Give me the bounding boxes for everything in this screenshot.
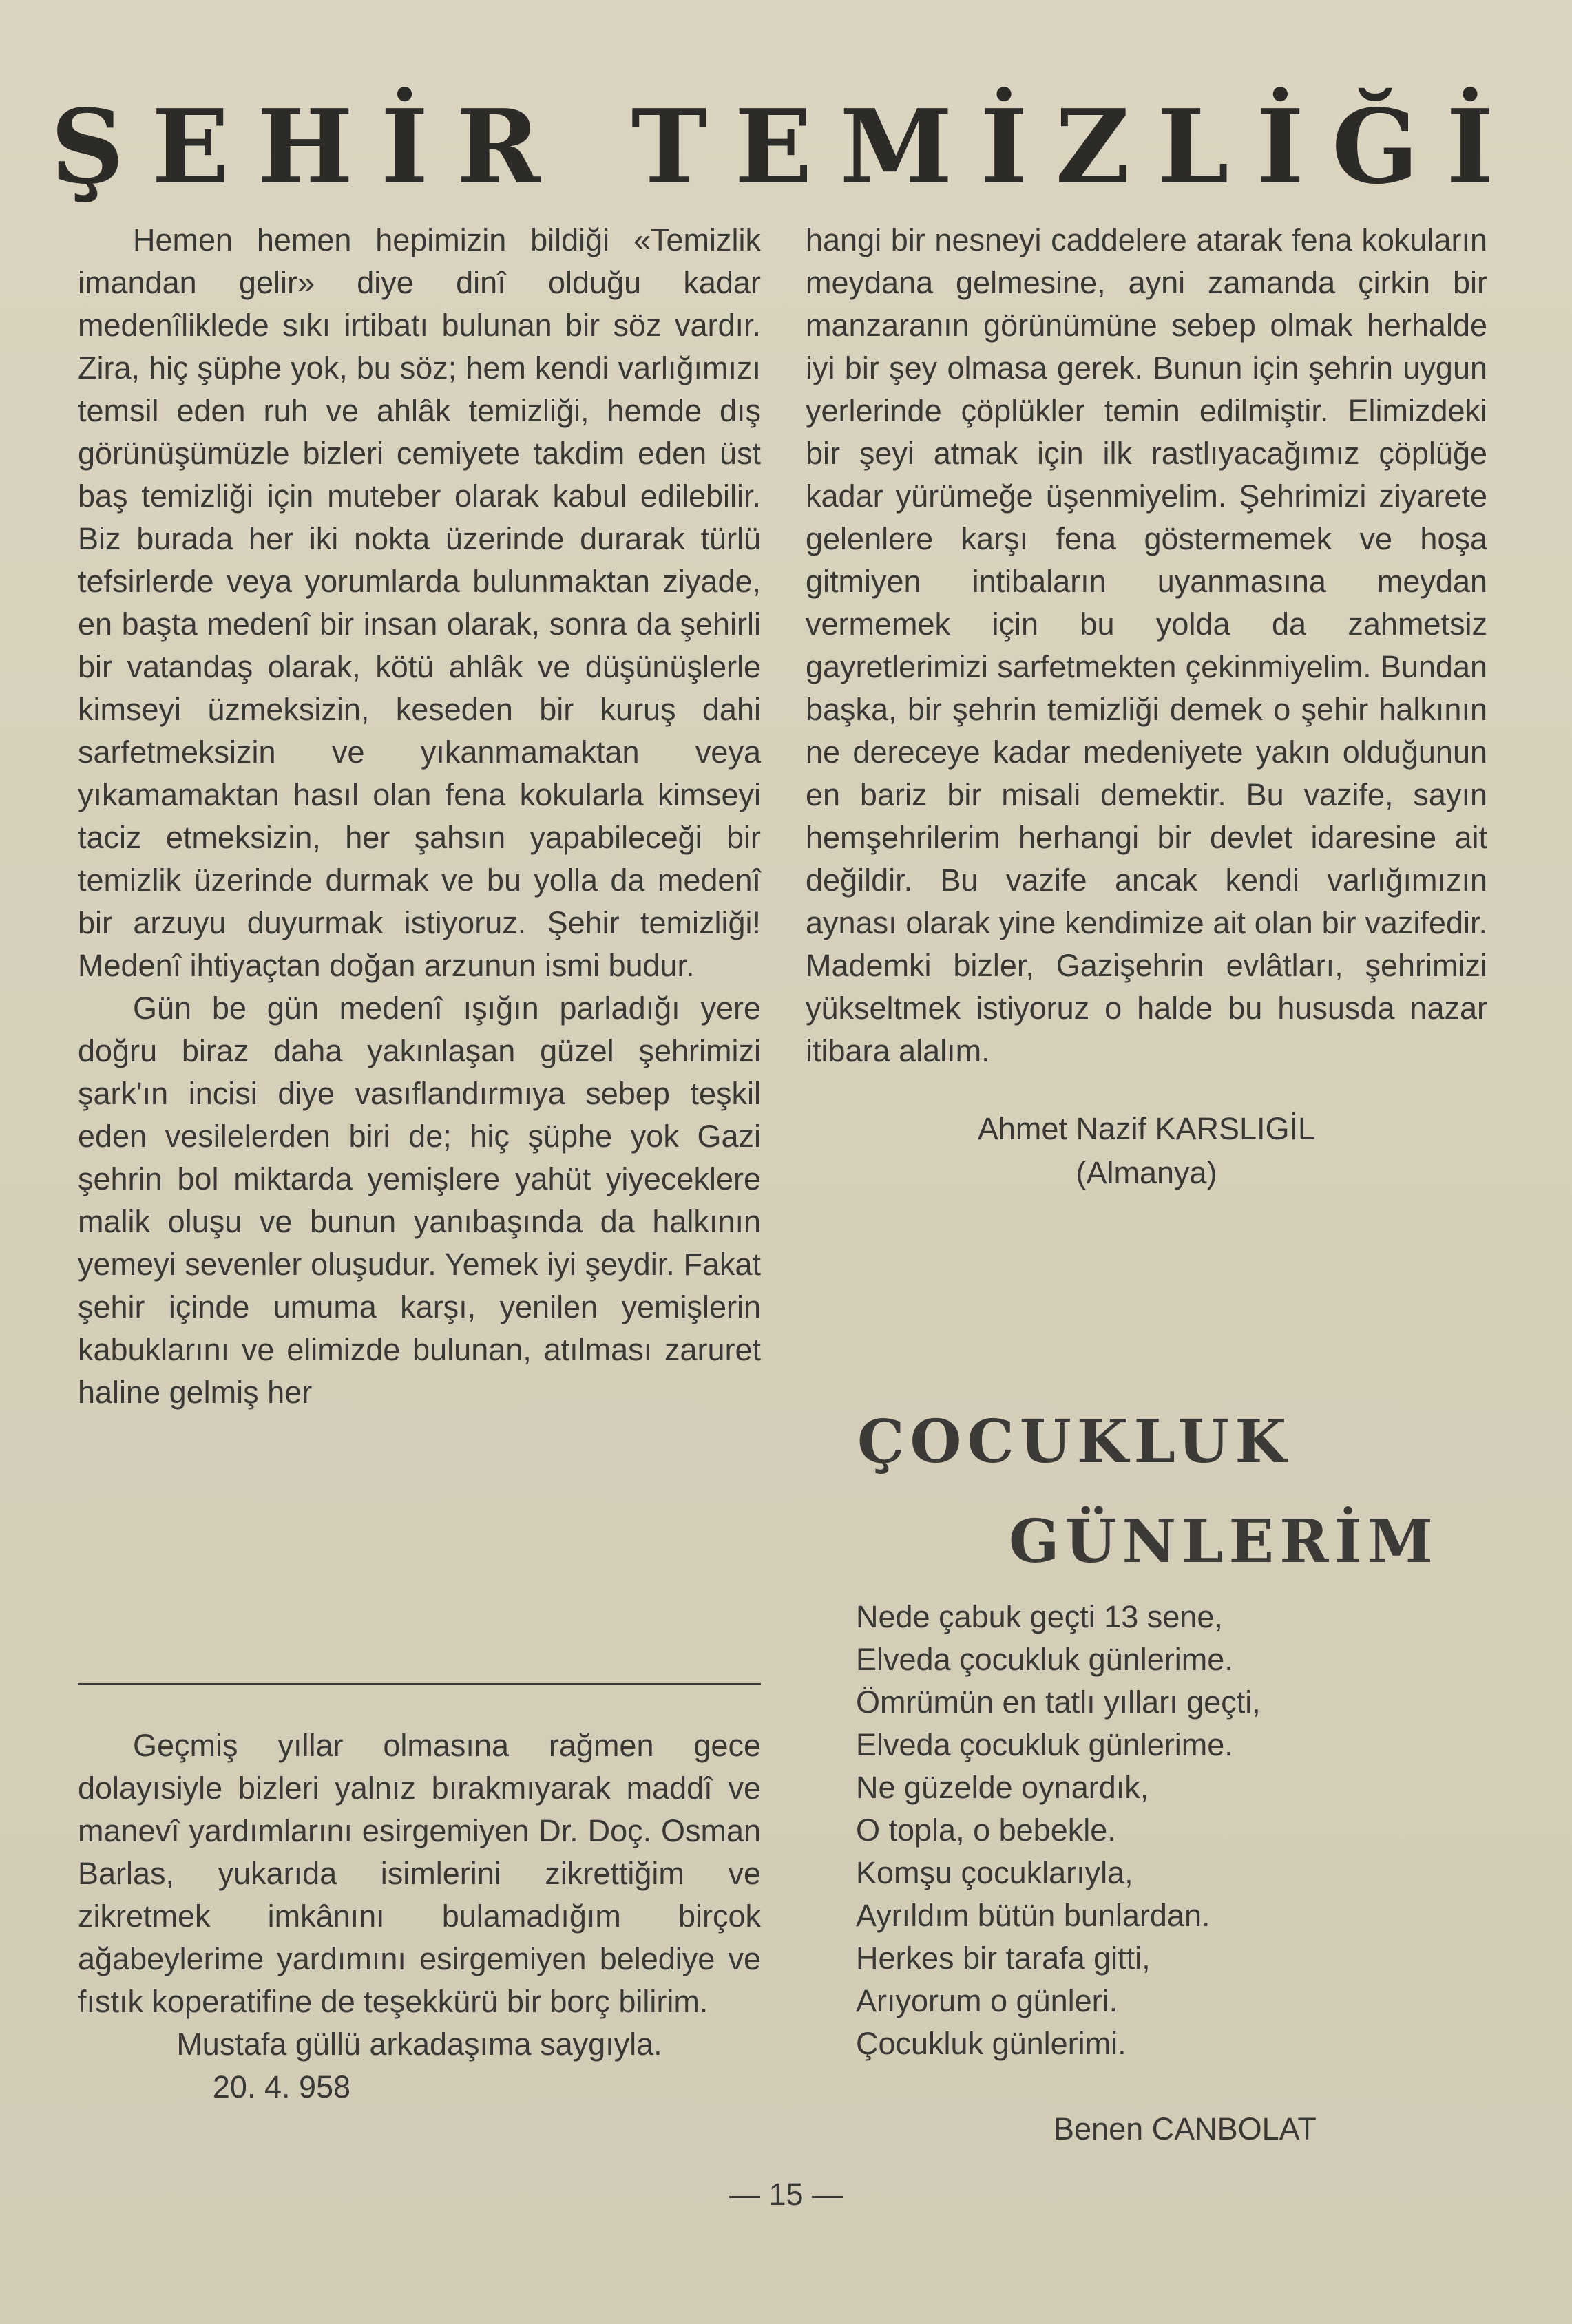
thanks-date: 20. 4. 958: [212, 2069, 351, 2104]
article-signature: [806, 1107, 1487, 1195]
poem-line: Çocukluk günlerimi.: [856, 2026, 1126, 2061]
poem-line: Komşu çocuklarıyla,: [856, 1855, 1133, 1890]
article-paragraph-1: Hemen hemen hepimizin bildiği «Temizlik imandan gelir» diye dinî olduğu kadar medenîliklede sıkı irtibatı bulunan bir söz vardır. Zira, hiç şüphe yok, bu söz; hem kendi varlığımızı temsil eden ruh ve ahlâk temizliği, hemde dış görünüşümüzle bizleri cemiyete takdim eden üst baş temizliği için muteber olarak kabul edilebilir. Biz burada her iki nokta üzerinde durarak türlü tefsirlerde veya yorumlarda bulunmaktan ziyade, en başta medenî bir insan olarak, sonra da şehirli bir vatandaş olarak, kötü ahlâk ve düşünüşlerle kimseyi üzmeksizin, keseden bir kuruş dahi sarfetmeksizin ve yıkanmamaktan veya yıkamamaktan hasıl olan fena kokularla kimseyi taciz etmeksizin, her şahsın yapabileceği bir temizlik üzerinde durmak ve bu yolla da medenî bir arzuyu duyurmak istiyoruz. Şehir temizliği! Medenî ihtiyaçtan doğan arzunun ismi budur.: [78, 222, 761, 983]
poem-title-line-1: ÇOCUKLUK: [857, 1407, 1292, 1477]
article-left-column: [78, 219, 761, 1414]
article-paragraph-3: hangi bir nesneyi caddelere atarak fena kokuların meydana gelmesine, ayni zamanda çirkin bir manzaranın görünümüne sebep olmak herhalde iyi bir şey olmasa gerek. Bunun için şehrin uygun yerlerinde çöplükler temin edilmiştir. Elimizdeki bir şeyi atmak için ilk rastlıyacağımız çöplüğe kadar yürümeğe üşenmiyelim. Şehrimizi ziyarete gelenlere karşı fena göstermemek ve hoşa gitmiyen intibaların uyanmasına meydan vermemek için bu yolda da zahmetsiz gayretlerimizi sarfetmekten çekinmiyelim. Bundan başka, bir şehrin temizliği demek o şehir halkının ne dereceye kadar medeniyete yakın olduğunun en bariz bir misali demektir. Bu vazife, sayın hemşehrilerim herhangi bir devlet idaresine ait değildir. Bu vazife ancak kendi varlığımızın aynası olarak yine kendimize ait olan bir vazifedir. Mademki bizler, Gazişehrin evlâtları, şehrimizi yükseltmek istiyoruz o halde bu hususda nazar itibara alalım.: [806, 222, 1487, 1068]
page-number: — 15 —: [729, 2177, 843, 2212]
poem-line: Elveda çocukluk günlerime.: [856, 1727, 1233, 1762]
article-title: ŞEHİR TEMİZLİĞİ: [50, 87, 1522, 207]
poem-line: O topla, o bebekle.: [856, 1813, 1116, 1848]
poem-line: Ömrümün en tatlı yılları geçti,: [856, 1684, 1261, 1720]
thanks-text: Geçmiş yıllar olmasına rağmen gece dolayısiyle bizleri yalnız bırakmıyarak maddî ve manevî yardımlarını esirgemiyen Dr. Doç. Osman Barlas, yukarıda isimlerini zikrettiğim ve zikretmek imkânını bulamadığım birçok ağabeylerime yardımını esirgemiyen belediye ve fıstık koperatifine de teşekkürü bir borç bilirim.: [78, 1728, 761, 2019]
article-right-column: [806, 219, 1487, 1195]
poem-line: Arıyorum o günleri.: [856, 1983, 1118, 2018]
article-paragraph-2: Gün be gün medenî ışığın parladığı yere doğru biraz daha yakınlaşan güzel şehrimizi şark'ın incisi diye vasıflandırmıya sebep teşkil eden vesilelerden biri de; hiç şüphe yok Gazi şehrin bol miktarda yemişlere yahüt yiyeceklere malik oluşu ve bunun yanıbaşında da halkının yemeyi sevenler oluşudur. Yemek iyi şeydir. Fakat şehir içinde umuma karşı, yenilen yemişlerin kabuklarını ve elimizde bulunan, atılması zaruret haline gelmiş her: [78, 991, 761, 1410]
thanks-closing: Mustafa güllü arkadaşıma saygıyla.: [176, 2027, 662, 2062]
poem-line: Herkes bir tarafa gitti,: [856, 1941, 1151, 1976]
poem-line: Nede çabuk geçti 13 sene,: [856, 1599, 1223, 1634]
poem-line: Ne güzelde oynardık,: [856, 1770, 1149, 1805]
poem-body: [856, 1596, 1261, 2065]
article-author: Ahmet Nazif KARSLIGİL: [977, 1111, 1316, 1146]
poem-title-line-2: GÜNLERİM: [1009, 1507, 1438, 1576]
poem-author: Benen CANBOLAT: [1054, 2111, 1317, 2146]
poem-line: Ayrıldım bütün bunlardan.: [856, 1898, 1211, 1933]
section-divider: [78, 1683, 761, 1685]
article-author-location: (Almanya): [1076, 1155, 1217, 1190]
poem-line: Elveda çocukluk günlerime.: [856, 1642, 1233, 1677]
thanks-note: [78, 1724, 761, 2109]
